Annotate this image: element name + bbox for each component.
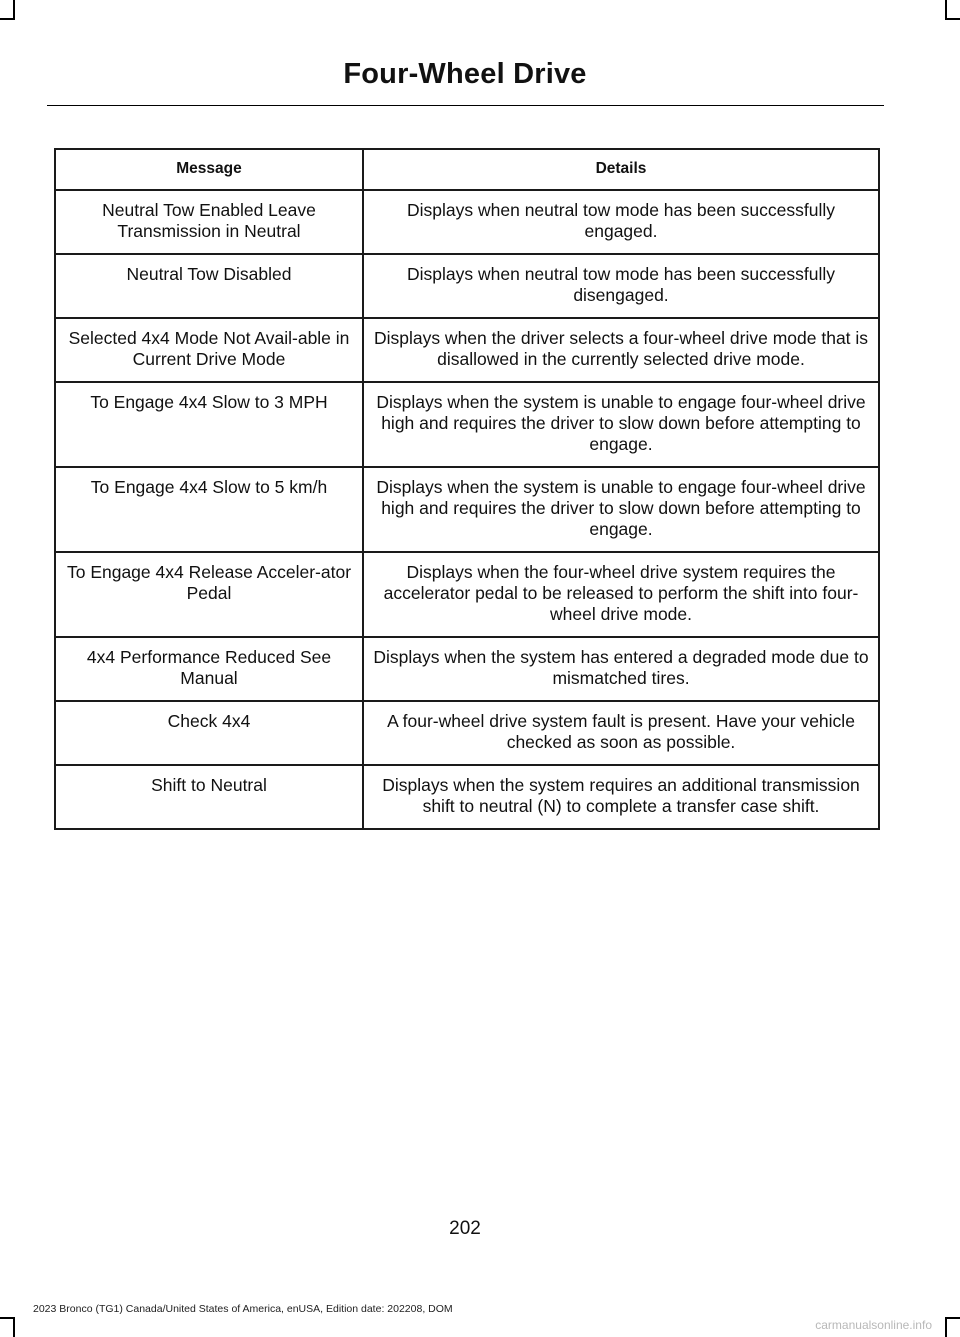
details-cell: Displays when the system requires an additional transmission shift to neutral (N) to complete a transfer case shift. — [363, 765, 879, 829]
page-number: 202 — [449, 1218, 481, 1239]
table-row — [55, 637, 879, 701]
column-header-details: Details — [363, 149, 879, 190]
details-cell: Displays when neutral tow mode has been successfully disengaged. — [363, 254, 879, 318]
crop-mark-top-left-h — [0, 18, 15, 20]
crop-mark-bottom-right-h — [945, 1317, 960, 1319]
details-cell: Displays when the driver selects a four-wheel drive mode that is disallowed in the currently selected drive mode. — [363, 318, 879, 382]
crop-mark-bottom-right — [945, 1317, 947, 1337]
table-row — [55, 765, 879, 829]
details-cell: Displays when neutral tow mode has been successfully engaged. — [363, 190, 879, 254]
crop-mark-bottom-left-h — [0, 1317, 15, 1319]
message-cell: To Engage 4x4 Release Acceler-ator Pedal — [55, 552, 363, 637]
details-cell: Displays when the system is unable to engage four-wheel drive high and requires the driver to slow down before attempting to engage. — [363, 382, 879, 467]
details-cell: Displays when the system is unable to engage four-wheel drive high and requires the driver to slow down before attempting to engage. — [363, 467, 879, 552]
edition-footer: 2023 Bronco (TG1) Canada/United States of America, enUSA, Edition date: 202208, DOM — [33, 1303, 453, 1315]
table-row — [55, 190, 879, 254]
message-cell: Neutral Tow Enabled Leave Transmission in Neutral — [55, 190, 363, 254]
crop-mark-top-left — [13, 0, 15, 18]
table-header-row — [55, 149, 879, 190]
message-cell: Check 4x4 — [55, 701, 363, 765]
table-row — [55, 318, 879, 382]
message-cell: Shift to Neutral — [55, 765, 363, 829]
table-row — [55, 701, 879, 765]
table-row — [55, 382, 879, 467]
table-row — [55, 254, 879, 318]
table-row — [55, 552, 879, 637]
table-row — [55, 467, 879, 552]
details-cell: Displays when the system has entered a degraded mode due to mismatched tires. — [363, 637, 879, 701]
crop-mark-bottom-left — [13, 1317, 15, 1337]
details-cell: Displays when the four-wheel drive system requires the accelerator pedal to be released to perform the shift into four-wheel drive mode. — [363, 552, 879, 637]
column-header-message: Message — [55, 149, 363, 190]
title-divider — [47, 105, 884, 106]
page-title: Four-Wheel Drive — [343, 58, 587, 90]
crop-mark-top-right — [945, 0, 947, 18]
message-cell: To Engage 4x4 Slow to 5 km/h — [55, 467, 363, 552]
message-cell: To Engage 4x4 Slow to 3 MPH — [55, 382, 363, 467]
message-cell: Neutral Tow Disabled — [55, 254, 363, 318]
crop-mark-top-right-h — [945, 18, 960, 20]
details-cell: A four-wheel drive system fault is present. Have your vehicle checked as soon as possible. — [363, 701, 879, 765]
message-cell: 4x4 Performance Reduced See Manual — [55, 637, 363, 701]
message-cell: Selected 4x4 Mode Not Avail-able in Current Drive Mode — [55, 318, 363, 382]
message-table — [54, 148, 880, 830]
watermark: carmanualsonline.info — [815, 1318, 932, 1332]
